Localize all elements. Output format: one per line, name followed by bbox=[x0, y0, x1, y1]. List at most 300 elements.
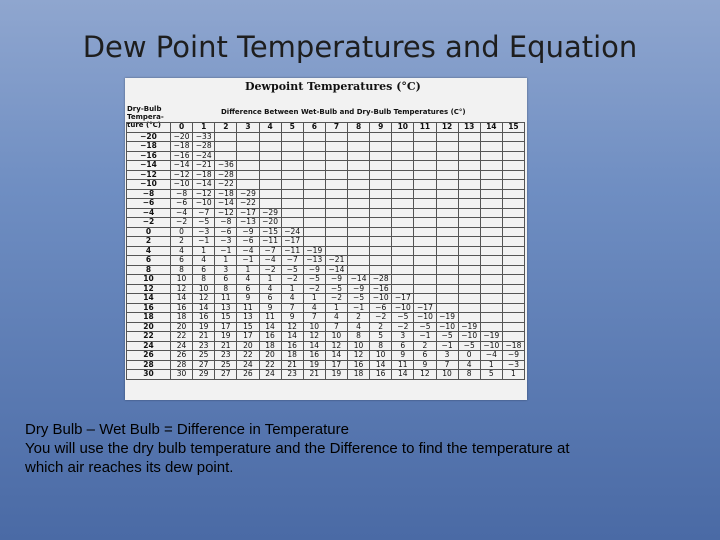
table-cell: −4 bbox=[259, 256, 281, 266]
table-cell: 16 bbox=[348, 360, 370, 370]
table-cell bbox=[458, 132, 480, 142]
table-cell: 6 bbox=[215, 275, 237, 285]
table-cell: 20 bbox=[259, 351, 281, 361]
table-cell bbox=[414, 265, 436, 275]
table-cell bbox=[436, 256, 458, 266]
table-cell bbox=[458, 170, 480, 180]
table-cell bbox=[414, 237, 436, 247]
table-cell: −5 bbox=[458, 341, 480, 351]
table-cell bbox=[281, 161, 303, 171]
table-cell bbox=[392, 170, 414, 180]
table-cell bbox=[458, 284, 480, 294]
table-cell: −6 bbox=[171, 199, 193, 209]
table-cell: 1 bbox=[193, 246, 215, 256]
table-cell bbox=[480, 237, 502, 247]
table-cell bbox=[392, 151, 414, 161]
table-cell bbox=[237, 132, 259, 142]
table-cell: −1 bbox=[215, 246, 237, 256]
table-cell bbox=[414, 246, 436, 256]
table-cell bbox=[480, 227, 502, 237]
table-cell bbox=[303, 180, 325, 190]
table-cell: 8 bbox=[458, 370, 480, 380]
table-cell bbox=[458, 161, 480, 171]
table-cell: 4 bbox=[193, 256, 215, 266]
table-cell: −2 bbox=[259, 265, 281, 275]
table-cell: 10 bbox=[325, 332, 347, 342]
table-cell: 30 bbox=[171, 370, 193, 380]
table-cell: 10 bbox=[193, 284, 215, 294]
table-cell: −8 bbox=[215, 218, 237, 228]
column-header: 5 bbox=[281, 123, 303, 133]
table-cell bbox=[370, 180, 392, 190]
table-row bbox=[127, 303, 525, 313]
column-header: 0 bbox=[171, 123, 193, 133]
table-cell: 7 bbox=[303, 313, 325, 323]
row-header: 12 bbox=[127, 284, 171, 294]
table-cell bbox=[458, 151, 480, 161]
table-cell: −2 bbox=[303, 284, 325, 294]
table-cell bbox=[237, 170, 259, 180]
table-cell bbox=[414, 170, 436, 180]
row-header: 16 bbox=[127, 303, 171, 313]
table-cell: −18 bbox=[215, 189, 237, 199]
table-cell: −6 bbox=[370, 303, 392, 313]
table-cell bbox=[325, 189, 347, 199]
table-cell: 14 bbox=[303, 341, 325, 351]
row-header: −4 bbox=[127, 208, 171, 218]
table-cell: 5 bbox=[480, 370, 502, 380]
table-cell: −21 bbox=[193, 161, 215, 171]
table-cell: −5 bbox=[348, 294, 370, 304]
table-cell bbox=[480, 256, 502, 266]
table-cell: 12 bbox=[325, 341, 347, 351]
table-row bbox=[127, 218, 525, 228]
table-cell: −17 bbox=[237, 208, 259, 218]
table-cell: −24 bbox=[193, 151, 215, 161]
table-cell bbox=[502, 332, 524, 342]
table-row bbox=[127, 265, 525, 275]
table-cell bbox=[480, 275, 502, 285]
table-cell: 8 bbox=[193, 275, 215, 285]
column-header: 10 bbox=[392, 123, 414, 133]
row-header: 2 bbox=[127, 237, 171, 247]
table-row bbox=[127, 332, 525, 342]
table-cell: −10 bbox=[480, 341, 502, 351]
table-cell: 20 bbox=[237, 341, 259, 351]
table-cell: 22 bbox=[171, 332, 193, 342]
table-row bbox=[127, 360, 525, 370]
table-cell: −5 bbox=[303, 275, 325, 285]
table-cell bbox=[458, 180, 480, 190]
table-cell bbox=[480, 170, 502, 180]
table-cell bbox=[458, 313, 480, 323]
column-header: 9 bbox=[370, 123, 392, 133]
table-cell bbox=[303, 161, 325, 171]
table-cell bbox=[348, 132, 370, 142]
row-header: 18 bbox=[127, 313, 171, 323]
table-cell: −13 bbox=[303, 256, 325, 266]
table-row bbox=[127, 208, 525, 218]
table-cell: −1 bbox=[348, 303, 370, 313]
table-cell bbox=[480, 208, 502, 218]
table-cell: 22 bbox=[237, 351, 259, 361]
table-cell bbox=[480, 284, 502, 294]
row-header: 10 bbox=[127, 275, 171, 285]
row-header: −18 bbox=[127, 142, 171, 152]
table-cell: 16 bbox=[193, 313, 215, 323]
table-cell bbox=[303, 142, 325, 152]
table-cell: −10 bbox=[370, 294, 392, 304]
table-cell bbox=[436, 246, 458, 256]
table-cell: 11 bbox=[259, 313, 281, 323]
row-header: 30 bbox=[127, 370, 171, 380]
table-cell: −20 bbox=[259, 218, 281, 228]
table-cell bbox=[414, 275, 436, 285]
table-cell bbox=[370, 246, 392, 256]
table-cell: 21 bbox=[193, 332, 215, 342]
row-header: 20 bbox=[127, 322, 171, 332]
table-cell: 0 bbox=[171, 227, 193, 237]
table-cell: 8 bbox=[348, 332, 370, 342]
table-cell bbox=[259, 151, 281, 161]
table-cell bbox=[215, 151, 237, 161]
table-cell: 6 bbox=[237, 284, 259, 294]
table-cell: −2 bbox=[370, 313, 392, 323]
table-cell bbox=[237, 161, 259, 171]
row-header: −14 bbox=[127, 161, 171, 171]
table-cell bbox=[436, 218, 458, 228]
table-cell bbox=[502, 313, 524, 323]
table-cell bbox=[436, 189, 458, 199]
table-cell: 4 bbox=[458, 360, 480, 370]
column-header: 6 bbox=[303, 123, 325, 133]
table-cell: −15 bbox=[259, 227, 281, 237]
table-cell: −2 bbox=[171, 218, 193, 228]
table-cell bbox=[370, 151, 392, 161]
table-cell bbox=[392, 284, 414, 294]
table-title: Dewpoint Temperatures (°C) bbox=[245, 80, 421, 93]
table-cell bbox=[458, 275, 480, 285]
table-cell bbox=[370, 170, 392, 180]
table-cell: 9 bbox=[259, 303, 281, 313]
equation-text: Dry Bulb – Wet Bulb = Difference in Temperature bbox=[25, 421, 349, 438]
table-row bbox=[127, 189, 525, 199]
table-cell bbox=[325, 180, 347, 190]
table-cell: 5 bbox=[370, 332, 392, 342]
table-cell bbox=[348, 151, 370, 161]
table-cell: −1 bbox=[237, 256, 259, 266]
table-cell: 19 bbox=[193, 322, 215, 332]
table-cell: −6 bbox=[215, 227, 237, 237]
table-cell bbox=[458, 227, 480, 237]
table-row bbox=[127, 151, 525, 161]
table-cell: −2 bbox=[392, 322, 414, 332]
dry-bulb-label-line-3: ture (°C) bbox=[127, 121, 162, 129]
table-row bbox=[127, 246, 525, 256]
table-row bbox=[127, 170, 525, 180]
table-cell: −19 bbox=[436, 313, 458, 323]
table-cell bbox=[348, 142, 370, 152]
table-row bbox=[127, 132, 525, 142]
table-cell bbox=[502, 161, 524, 171]
table-cell: 14 bbox=[392, 370, 414, 380]
table-cell: 14 bbox=[171, 294, 193, 304]
table-cell: −10 bbox=[436, 322, 458, 332]
dewpoint-table-image bbox=[125, 78, 527, 400]
table-cell: 1 bbox=[303, 294, 325, 304]
table-cell bbox=[436, 284, 458, 294]
table-cell bbox=[414, 161, 436, 171]
table-cell: −14 bbox=[348, 275, 370, 285]
table-cell: −22 bbox=[215, 180, 237, 190]
table-cell bbox=[348, 227, 370, 237]
table-cell bbox=[502, 189, 524, 199]
table-cell: 1 bbox=[281, 284, 303, 294]
table-cell: −4 bbox=[237, 246, 259, 256]
table-cell bbox=[480, 294, 502, 304]
row-header: 28 bbox=[127, 360, 171, 370]
table-cell bbox=[458, 208, 480, 218]
table-cell bbox=[348, 180, 370, 190]
table-cell bbox=[414, 284, 436, 294]
table-cell: 9 bbox=[414, 360, 436, 370]
table-cell bbox=[303, 170, 325, 180]
table-cell: 18 bbox=[259, 341, 281, 351]
table-cell bbox=[502, 237, 524, 247]
table-cell bbox=[502, 322, 524, 332]
table-cell bbox=[303, 237, 325, 247]
table-cell: −10 bbox=[392, 303, 414, 313]
table-cell bbox=[303, 189, 325, 199]
table-cell bbox=[392, 275, 414, 285]
table-cell: 7 bbox=[325, 322, 347, 332]
table-cell: −11 bbox=[281, 246, 303, 256]
table-cell bbox=[348, 265, 370, 275]
table-cell bbox=[458, 142, 480, 152]
table-cell: 29 bbox=[193, 370, 215, 380]
table-cell: 14 bbox=[370, 360, 392, 370]
table-cell bbox=[480, 265, 502, 275]
table-cell bbox=[458, 218, 480, 228]
table-cell bbox=[325, 151, 347, 161]
table-cell: 6 bbox=[193, 265, 215, 275]
table-cell: −17 bbox=[281, 237, 303, 247]
table-cell: −14 bbox=[171, 161, 193, 171]
table-cell bbox=[480, 189, 502, 199]
table-cell: −8 bbox=[171, 189, 193, 199]
table-cell bbox=[370, 208, 392, 218]
column-header: 15 bbox=[502, 123, 524, 133]
table-cell: 14 bbox=[281, 332, 303, 342]
table-cell: 10 bbox=[436, 370, 458, 380]
table-cell bbox=[281, 132, 303, 142]
table-cell bbox=[458, 246, 480, 256]
table-cell bbox=[392, 199, 414, 209]
table-cell: 6 bbox=[171, 256, 193, 266]
table-cell bbox=[348, 208, 370, 218]
table-cell bbox=[392, 218, 414, 228]
table-cell bbox=[281, 208, 303, 218]
table-cell: 4 bbox=[171, 246, 193, 256]
table-cell: −16 bbox=[370, 284, 392, 294]
table-cell: 2 bbox=[348, 313, 370, 323]
table-cell bbox=[325, 199, 347, 209]
column-header: 13 bbox=[458, 123, 480, 133]
table-cell bbox=[502, 132, 524, 142]
table-cell: 12 bbox=[171, 284, 193, 294]
table-cell: 6 bbox=[392, 341, 414, 351]
table-cell: 1 bbox=[259, 275, 281, 285]
table-cell bbox=[215, 132, 237, 142]
table-cell bbox=[436, 208, 458, 218]
table-cell: 23 bbox=[281, 370, 303, 380]
table-cell: 10 bbox=[303, 322, 325, 332]
table-cell: −18 bbox=[171, 142, 193, 152]
table-cell bbox=[480, 199, 502, 209]
table-cell: −28 bbox=[215, 170, 237, 180]
table-cell: −1 bbox=[414, 332, 436, 342]
table-cell bbox=[325, 237, 347, 247]
table-cell: 18 bbox=[348, 370, 370, 380]
table-cell bbox=[392, 246, 414, 256]
table-cell: 17 bbox=[237, 332, 259, 342]
table-cell bbox=[392, 208, 414, 218]
table-cell: 7 bbox=[436, 360, 458, 370]
table-cell bbox=[458, 265, 480, 275]
table-cell: 6 bbox=[259, 294, 281, 304]
table-cell bbox=[480, 313, 502, 323]
table-cell bbox=[259, 189, 281, 199]
table-cell bbox=[259, 170, 281, 180]
column-header-row bbox=[127, 123, 525, 133]
table-cell: −18 bbox=[502, 341, 524, 351]
table-cell bbox=[480, 161, 502, 171]
table-cell bbox=[392, 237, 414, 247]
table-cell bbox=[480, 303, 502, 313]
table-cell bbox=[259, 180, 281, 190]
table-cell bbox=[348, 256, 370, 266]
table-cell: 8 bbox=[171, 265, 193, 275]
table-cell: 24 bbox=[171, 341, 193, 351]
table-cell bbox=[436, 132, 458, 142]
table-cell bbox=[436, 180, 458, 190]
dewpoint-table bbox=[126, 122, 525, 380]
table-cell: 2 bbox=[370, 322, 392, 332]
row-header: 14 bbox=[127, 294, 171, 304]
table-row bbox=[127, 370, 525, 380]
table-cell: 27 bbox=[193, 360, 215, 370]
table-cell bbox=[348, 161, 370, 171]
table-cell bbox=[392, 142, 414, 152]
table-cell: −12 bbox=[193, 189, 215, 199]
table-cell: −9 bbox=[348, 284, 370, 294]
table-cell: 8 bbox=[215, 284, 237, 294]
table-cell bbox=[414, 151, 436, 161]
table-cell bbox=[392, 161, 414, 171]
table-cell bbox=[414, 227, 436, 237]
table-cell bbox=[370, 218, 392, 228]
table-cell: −29 bbox=[259, 208, 281, 218]
column-header: 3 bbox=[237, 123, 259, 133]
column-header: 12 bbox=[436, 123, 458, 133]
table-row bbox=[127, 313, 525, 323]
table-cell bbox=[414, 256, 436, 266]
row-header: −2 bbox=[127, 218, 171, 228]
table-cell: 17 bbox=[325, 360, 347, 370]
table-cell: 9 bbox=[392, 351, 414, 361]
table-cell bbox=[458, 237, 480, 247]
table-cell: −16 bbox=[171, 151, 193, 161]
table-cell bbox=[458, 303, 480, 313]
table-cell bbox=[259, 142, 281, 152]
table-cell: 16 bbox=[281, 341, 303, 351]
table-cell bbox=[414, 142, 436, 152]
table-cell: 1 bbox=[215, 256, 237, 266]
row-header: −16 bbox=[127, 151, 171, 161]
table-cell: 24 bbox=[237, 360, 259, 370]
table-cell: 23 bbox=[215, 351, 237, 361]
table-cell: −17 bbox=[392, 294, 414, 304]
table-cell bbox=[480, 151, 502, 161]
table-cell bbox=[215, 142, 237, 152]
table-cell: 4 bbox=[259, 284, 281, 294]
table-cell bbox=[502, 256, 524, 266]
table-cell: 4 bbox=[237, 275, 259, 285]
table-cell: −1 bbox=[436, 341, 458, 351]
table-cell: 10 bbox=[370, 351, 392, 361]
table-cell: −2 bbox=[281, 275, 303, 285]
table-cell: 18 bbox=[171, 313, 193, 323]
table-cell: 23 bbox=[193, 341, 215, 351]
table-cell: 0 bbox=[458, 351, 480, 361]
table-cell: 24 bbox=[259, 370, 281, 380]
row-header: −6 bbox=[127, 199, 171, 209]
table-cell: −5 bbox=[325, 284, 347, 294]
dry-bulb-label-line-2: Tempera- bbox=[127, 113, 164, 121]
slide-title: Dew Point Temperatures and Equation bbox=[82, 30, 638, 64]
table-cell: 12 bbox=[193, 294, 215, 304]
table-cell: 12 bbox=[303, 332, 325, 342]
table-row bbox=[127, 161, 525, 171]
table-cell bbox=[414, 189, 436, 199]
table-cell bbox=[348, 218, 370, 228]
table-cell bbox=[370, 227, 392, 237]
table-cell bbox=[370, 142, 392, 152]
table-cell: 3 bbox=[215, 265, 237, 275]
table-cell bbox=[325, 170, 347, 180]
table-cell bbox=[281, 199, 303, 209]
table-cell bbox=[458, 256, 480, 266]
table-cell: 16 bbox=[259, 332, 281, 342]
row-header: −20 bbox=[127, 132, 171, 142]
table-cell bbox=[414, 218, 436, 228]
table-cell: −4 bbox=[171, 208, 193, 218]
table-cell bbox=[436, 275, 458, 285]
table-cell: −13 bbox=[237, 218, 259, 228]
table-cell bbox=[502, 284, 524, 294]
table-cell bbox=[325, 208, 347, 218]
table-cell: −3 bbox=[215, 237, 237, 247]
column-header: 14 bbox=[480, 123, 502, 133]
table-cell: 19 bbox=[325, 370, 347, 380]
table-cell bbox=[414, 208, 436, 218]
table-cell bbox=[436, 303, 458, 313]
table-cell: 21 bbox=[281, 360, 303, 370]
table-cell: 28 bbox=[171, 360, 193, 370]
table-cell: −7 bbox=[193, 208, 215, 218]
table-cell bbox=[370, 161, 392, 171]
table-cell: 16 bbox=[171, 303, 193, 313]
